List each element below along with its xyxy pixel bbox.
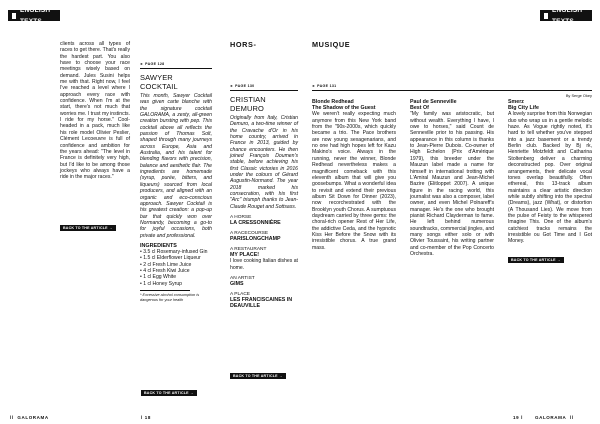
cocktail-body: This month, Sawyer Cocktail was given carte blanche with the signature cocktail GALORAMA, a zesty, all-green creation bursting with pep. This cocktail above all reflects the passion of Thomas Solt, shaped through many journeys across Europe, Asia and Australia, and his talent for blending flavors with precision, balance and aesthetic flair. The ingredients are homemade (syrup, purée, bitters, and liqueurs) sourced from local producers, and aligned with an organic and eco-conscious approach. Sawyer Cocktail is his greatest creation: a pop-up bar that quickly won over Normandy, becoming a go-to for joyful occasions, both private and professional. bbox=[140, 93, 212, 239]
back-to-article-link-1[interactable] bbox=[60, 216, 116, 234]
footer-page-number-right: 19 l bbox=[513, 415, 523, 420]
footer-mark-icon: ll bbox=[570, 415, 574, 420]
favorite-category: A RESTAURANT bbox=[230, 247, 267, 253]
back-to-article-button[interactable]: BACK TO THE ARTICLE → bbox=[141, 390, 197, 396]
album-review-body: "My family was aristocratic, but without wealth. Everything I have, I owe to horses," said Count de Senneville prior to his passing. His appearance in this column is thanks to Jean-Pierre Dubois. Co-owner of High Echelon (Prix d'Amérique 1979), this breeder under the Mauzun label made a name for himself in international trotting with L'Amiral Mauzun and Jean-Michel Bazire (Elitloppet 2007). A unique figure in the racing world, this journalist was also a composer, label owner, and even Michel Polnareff's manager. He's the one who brought pianist Richard Clayderman to fame. He left behind numerous soundtracks, commercial jingles, and many songs either solo or with Olivier Toussaint, his writing partner and co-member of the Pop Concerto Orchestra. bbox=[410, 111, 494, 257]
footer-mark-icon: l bbox=[141, 415, 143, 420]
ingredient-item: • 4 cl Fresh Kiwi Juice bbox=[140, 267, 190, 274]
byline: By Serge Okey bbox=[565, 93, 592, 98]
footer-right bbox=[535, 415, 574, 420]
album-title: Big City Life bbox=[508, 105, 539, 112]
tag-square-icon bbox=[544, 13, 548, 19]
ingredient-item: • 1 cl Egg White bbox=[140, 274, 177, 281]
ingredient-item: • 2 cl Fresh Lime Juice bbox=[140, 261, 192, 268]
section-title-hors: HORS- bbox=[230, 40, 257, 49]
favorite-item bbox=[230, 247, 298, 271]
ingredients-list bbox=[140, 249, 212, 287]
jockey-article-text: clients across all types of races to get there. That's really the hardest part. You also have to choose your race meetings wisely based on demand. Jules Susini helps me with that. Right now, I feel I've reached a level where I approach every race with confidence. When I'm at the start, there's not much that worries me. I trust my instincts. I ride for my horse." Cool-headed in a pack, much like his role model Olivier Peslier, Clément Lecoeuvre is full of confidence and ambition for the years ahead: "The level in France is definitely very high, but I'd like to be among those jockeys who always have a ride in the major races." bbox=[60, 41, 130, 181]
footer-mark-icon: l bbox=[521, 415, 523, 420]
footer-page-number-left: l 18 bbox=[141, 415, 151, 420]
album-review-body: A lovely surprise from this Norwegian duo who wrap us in a gentle melodic haze. As Vogue rightly noted, it's hard to tell whether you've stepped into a jazz basement or a trendy Berlin club. Backed by Bj rk, Henriette Motzfeldt and Catharina Stoltenberg deliver a charming deconstructed pop. Over original arrangements, their delicate vocal tones overlap beautifully. Often ethereal, this 13-track album maintains a clear artistic direction while subtly shifting into the spectral (Dreams), jazz (What), or distortion (A Thousand Lies). We move from the pulse of Feisty to the whispered Imagine This. One of the album's catchiest tracks remains the irresistible ou Got Time and I Got Money. bbox=[508, 111, 592, 245]
favorite-value: LES FRANCISCAINES IN DEAUVILLE bbox=[230, 296, 293, 309]
alcohol-warning: * Excessive alcohol consumption is dangerous for your health bbox=[140, 292, 200, 302]
favorite-value: GIMS bbox=[230, 280, 244, 287]
ingredient-item: • 3.5 cl Rosemary-infused Gin bbox=[140, 248, 208, 255]
album-title: The Shadow of the Guest bbox=[312, 105, 376, 112]
favorite-category: A PLACE bbox=[230, 291, 250, 297]
favorite-note: I love cooking Italian dishes at home. bbox=[230, 258, 298, 271]
cocktail-title: SAWYER COCKTAIL bbox=[140, 73, 178, 91]
album-review-body: We weren't really expecting much anymore from this New York band from the "90s-2000s, which quickly became a trio. The Pace brothers are now young sexagenarians, and no one had high hopes left for Kazu Makino's voice. Always in the running, never the winner, Blonde Redhead nevertheless makes a magnificent comeback with this eleventh album that will give you goosebumps. What a wonderful idea to revisit and extend their previous album Sit Down for Dinner (2023), now recorchestrated with the Brooklyn youth Chorus. A sumptuous daydream carried by three gems: the choral-rich opener Rest of Her Life, the addictive Ceda, and the hypnotic Kiss Her Before the Snow with its irresistible chorus. A true grand mass. bbox=[312, 111, 396, 251]
album-artist: Blonde Redhead bbox=[312, 99, 354, 105]
favorite-value: PARISLONGCHAMP bbox=[230, 236, 281, 243]
jockey-profile-block bbox=[230, 84, 298, 309]
favorite-category: AN ARTIST bbox=[230, 275, 255, 281]
footer-brand: GALORAMA bbox=[535, 415, 567, 420]
divider bbox=[230, 90, 298, 91]
favorite-item bbox=[230, 292, 298, 309]
footer-left bbox=[10, 415, 49, 420]
music-header bbox=[312, 84, 592, 98]
jockey-article-continuation bbox=[60, 41, 130, 181]
ingredient-item: • 1.5 cl Elderflower Liqueur bbox=[140, 255, 201, 262]
favorite-value: LA CRESSONNIÈRE bbox=[230, 220, 281, 227]
ingredient-item: • 1 cl Honey Syrup bbox=[140, 280, 182, 287]
favorite-value: MY PLACE! bbox=[230, 252, 260, 259]
page-label: ► PAGE 131 bbox=[312, 84, 337, 88]
cocktail-block bbox=[140, 62, 212, 303]
tag-square-icon bbox=[12, 13, 16, 19]
album-review-1 bbox=[312, 99, 396, 251]
back-to-article-button[interactable]: BACK TO THE ARTICLE → bbox=[60, 225, 116, 231]
album-artist: Smerz bbox=[508, 99, 524, 105]
back-to-article-button[interactable]: BACK TO THE ARTICLE → bbox=[230, 373, 286, 379]
favorite-item bbox=[230, 276, 298, 287]
favorite-category: A HORSE bbox=[230, 215, 252, 221]
favorite-category: A RACECOURSE bbox=[230, 231, 269, 237]
divider bbox=[140, 68, 212, 69]
section-tag-right bbox=[540, 6, 592, 25]
album-title: Best Of bbox=[410, 105, 429, 112]
section-tag-label: ENGLISH TEXTS bbox=[551, 6, 583, 25]
back-to-article-link-4[interactable] bbox=[508, 248, 592, 266]
jockey-profile-body: Originally from Italy, Cristian Demuro, a two-time winner of the Cravache d'Or in his home country, arrived in France in 2013, guided by chance encounters. He then joined François Doumen's stable, before achieving his first Classic victories in 2016 under the colours of Gérard Augustin-Normand. The year 2018 marked his consecration, with his first "Arc" triumph thanks to Jean-Claude Rouget and Sottsass. bbox=[230, 115, 298, 210]
footer-brand: GALORAMA bbox=[17, 415, 49, 420]
divider bbox=[312, 90, 592, 91]
section-tag-label: ENGLISH TEXTS bbox=[19, 6, 51, 25]
favorite-item bbox=[230, 231, 298, 242]
album-artist: Paul de Senneville bbox=[410, 99, 457, 105]
divider bbox=[140, 290, 190, 291]
back-to-article-link-2[interactable] bbox=[141, 381, 197, 399]
album-review-2 bbox=[410, 99, 494, 257]
favorites-list bbox=[230, 215, 298, 309]
favorite-item bbox=[230, 215, 298, 226]
page-label: ► PAGE 130 bbox=[230, 84, 255, 88]
section-tag-left bbox=[8, 6, 60, 25]
back-to-article-button[interactable]: BACK TO THE ARTICLE → bbox=[508, 257, 564, 263]
page-label: ► PAGE 128 bbox=[140, 62, 165, 66]
jockey-name-title: CRISTIAN DEMURO bbox=[230, 95, 266, 113]
footer-mark-icon: ll bbox=[10, 415, 14, 420]
back-to-article-link-3[interactable] bbox=[230, 364, 286, 382]
section-title-musique: MUSIQUE bbox=[312, 40, 351, 49]
ingredients-title: INGREDIENTS bbox=[140, 242, 177, 249]
album-review-3 bbox=[508, 99, 592, 266]
